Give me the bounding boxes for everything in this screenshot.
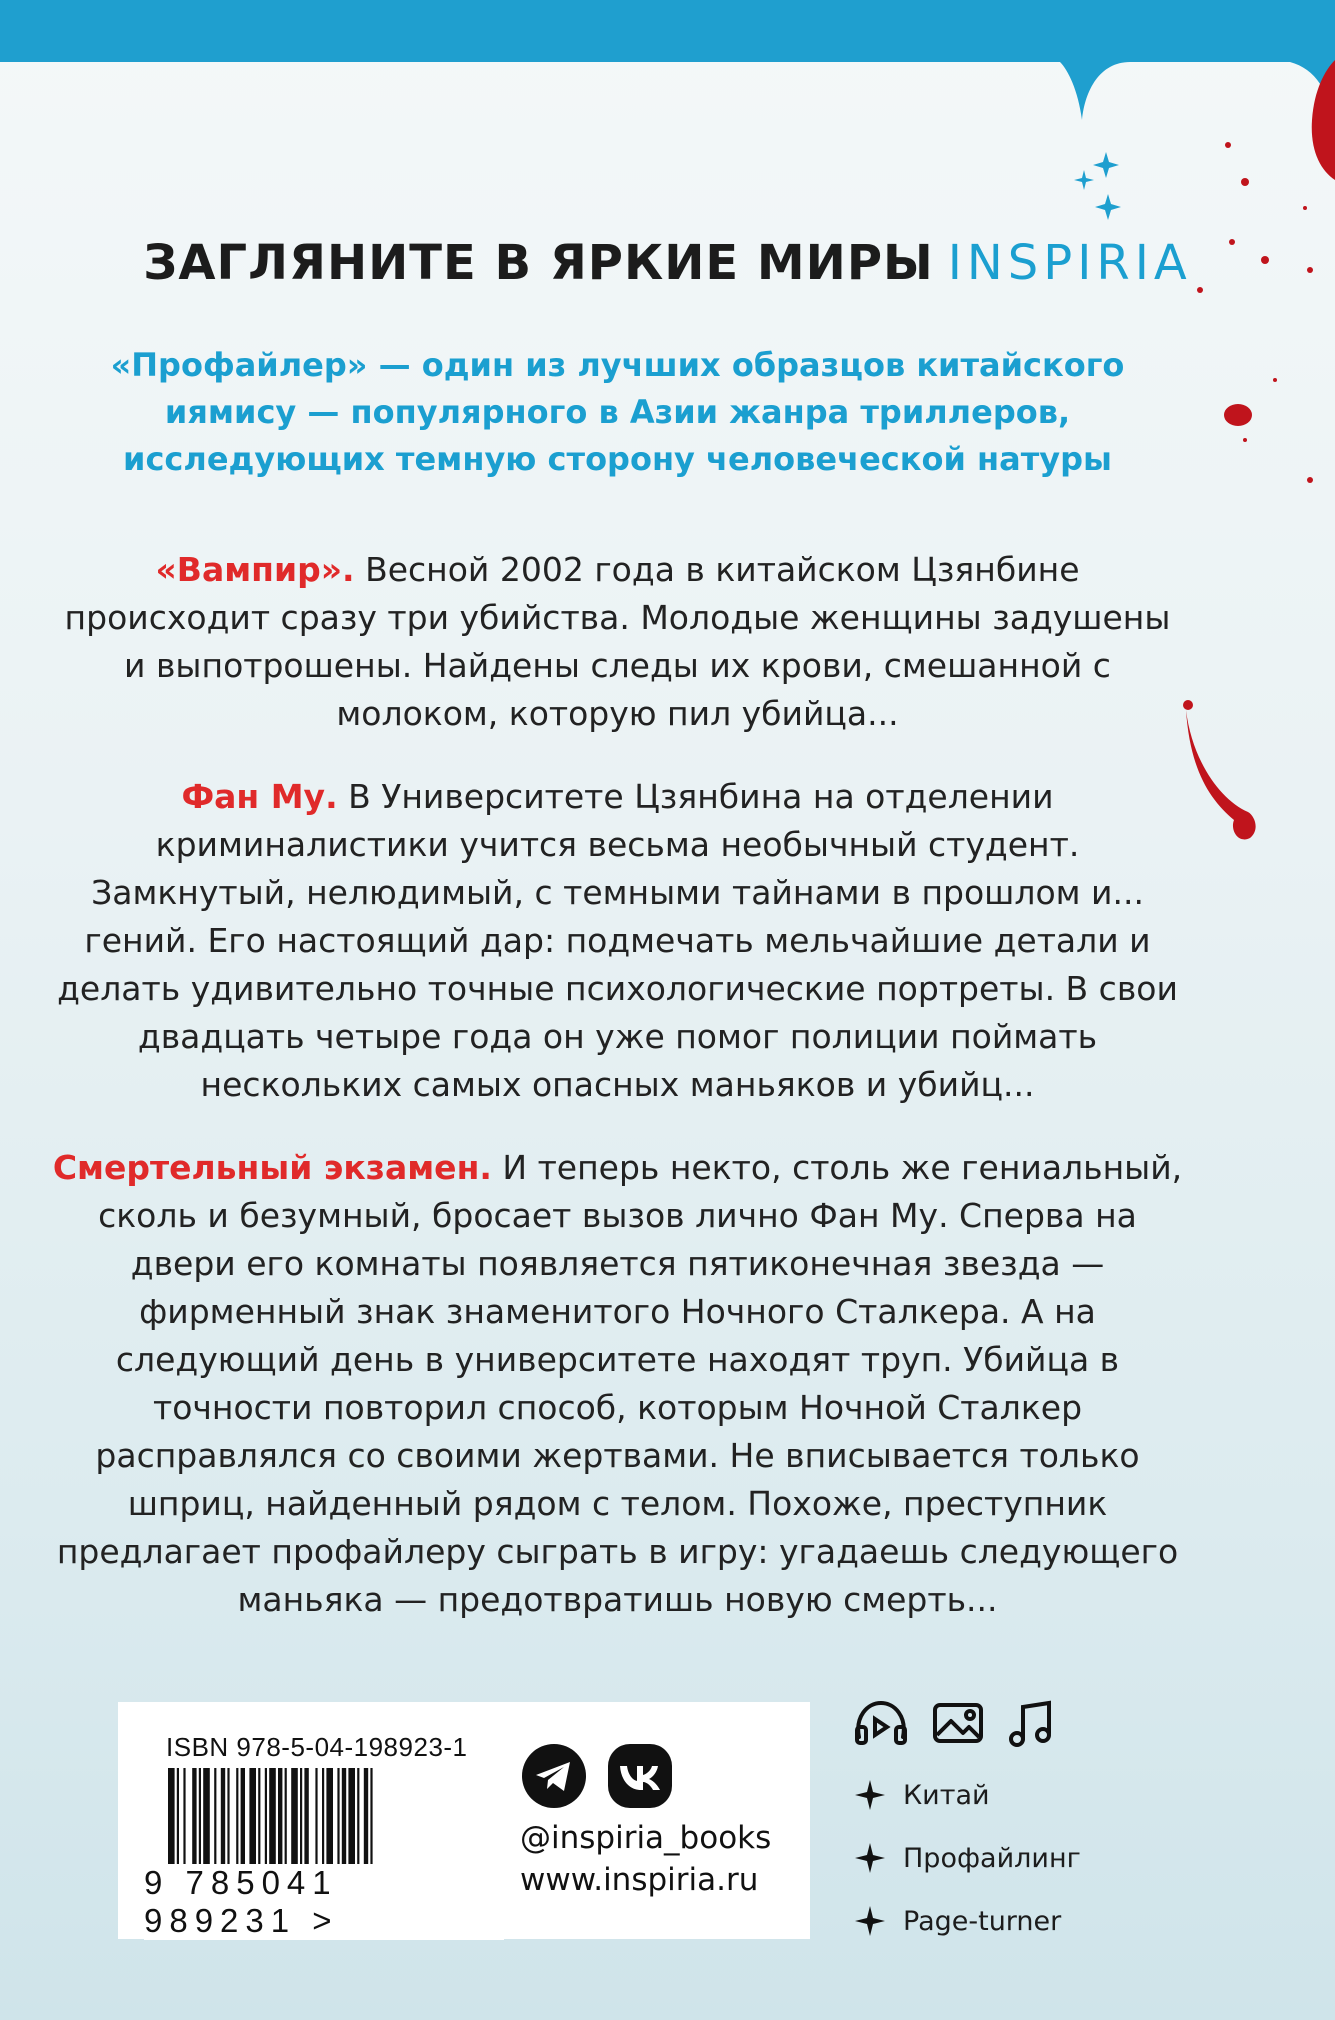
description-paragraph [50, 1144, 1185, 1624]
tag-label: Китай [903, 1780, 990, 1811]
tag-item [855, 1906, 1061, 1937]
page-heading [0, 235, 1335, 291]
vk-icon[interactable] [608, 1744, 672, 1808]
heading-text: ЗАГЛЯНИТЕ В ЯРКИЕ МИРЫ [143, 235, 934, 291]
audiobook-icon [857, 1703, 905, 1743]
music-icon [1011, 1703, 1049, 1745]
barcode-number: 9 785041 989231 > [144, 1864, 504, 1940]
tag-label: Page-turner [903, 1906, 1062, 1937]
isbn-label: ISBN 978-5-04-198923-1 [166, 1732, 468, 1762]
paragraph-text: И теперь некто, столь же гениальный, сколь и безумный, бросает вызов лично Фан Му. Сперва на двери его комнаты появляется пятиконечная звезда — фирменный знак знаменитого Ночного Сталкера. А на следующий день в университете находят труп. Убийца в точности повторил способ, которым Ночной Сталкер расправлялся со своими жертвами. Не вписывается только шприц, найденный рядом с телом. Похоже, преступник предлагает профайлеру сыграть в игру: угадаешь следующего маньяка — предотвратишь новую смерть... [56, 1148, 1183, 1619]
sparkle-icon [1068, 150, 1128, 230]
tagline-line: «Профайлер» — один из лучших образцов китайского [110, 346, 1125, 384]
description-paragraph [50, 546, 1185, 738]
social-handle[interactable]: @inspiria_books [520, 1820, 772, 1856]
star-icon [855, 1780, 885, 1810]
paragraph-text: Весной 2002 года в китайском Цзянбине происходит сразу три убийства. Молодые женщины задушены и выпотрошены. Найдены следы их крови, смешанной с молоком, которую пил убийца... [64, 550, 1171, 733]
blood-splatter [1160, 60, 1335, 860]
paragraph-text: В Университете Цзянбина на отделении криминалистики учится весьма необычный студент. Замкнутый, нелюдимый, с темными тайнами в прошлом и... гений. Его настоящий дар: подмечать мельчайшие детали и делать удивительно точные психологические портреты. В свои двадцать четыре года он уже помог полиции поймать нескольких самых опасных маньяков и убийц... [57, 777, 1178, 1104]
tag-item [855, 1780, 990, 1811]
image-icon [935, 1705, 981, 1741]
paragraph-lead: Смертельный экзамен. [52, 1148, 492, 1187]
brand-name: INSPIRIA [947, 235, 1192, 291]
tagline-line: исследующих темную сторону человеческой натуры [123, 440, 1112, 478]
paragraph-lead: «Вампир». [155, 550, 355, 589]
tag-item [855, 1843, 1081, 1874]
description-paragraph [50, 773, 1185, 1109]
telegram-icon[interactable] [522, 1744, 586, 1808]
tagline-line: иямису — популярного в Азии жанра триллеров, [164, 393, 1071, 431]
tag-label: Профайлинг [903, 1843, 1081, 1874]
paragraph-lead: Фан Му. [181, 777, 338, 816]
star-icon [855, 1843, 885, 1873]
star-icon [855, 1906, 885, 1936]
barcode-panel [118, 1702, 810, 1939]
tagline [60, 342, 1175, 483]
website-link[interactable]: www.inspiria.ru [520, 1862, 759, 1898]
format-icons [853, 1695, 1073, 1751]
